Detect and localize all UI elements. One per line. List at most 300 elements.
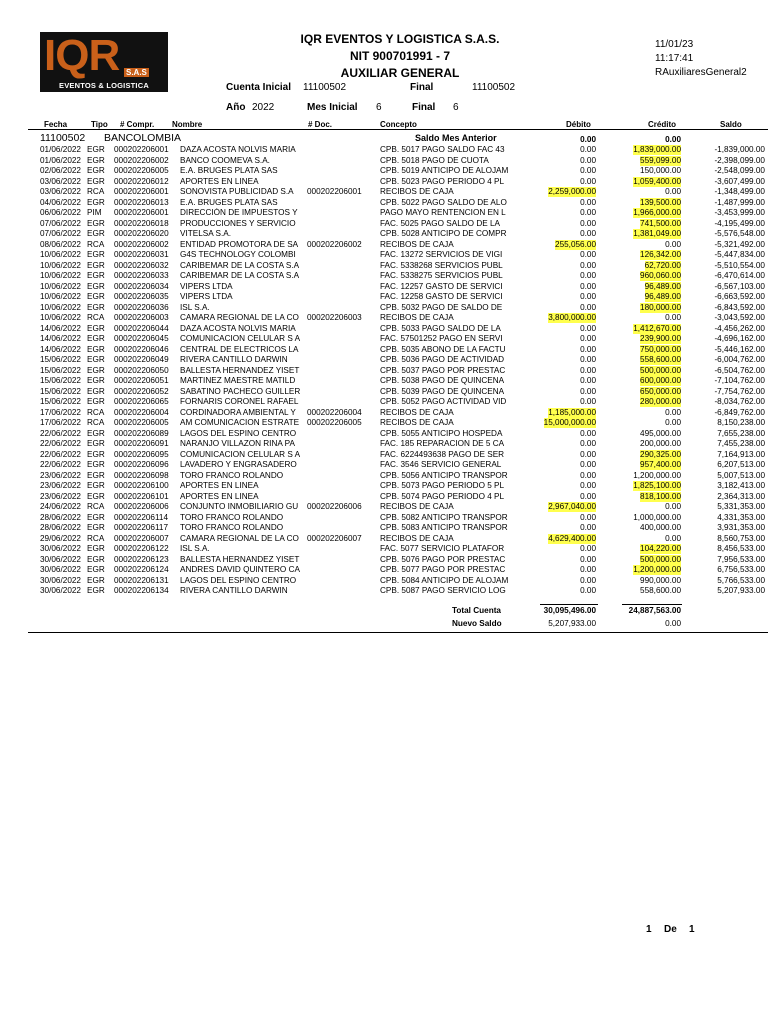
row-concepto: RECIBOS DE CAJA [380,533,454,543]
row-debito: 0.00 [580,386,596,396]
row-debito: 0.00 [580,512,596,522]
row-nombre: BANCO COOMEVA S.A. [180,155,270,165]
cuenta-inicial-label: Cuenta Inicial [226,82,292,93]
row-debito: 0.00 [580,229,596,238]
row-debito: 0.00 [580,260,596,270]
row-credito: 1,200,000.00 [633,565,681,574]
col-concepto: Concepto [380,120,417,129]
row-fecha: 28/06/2022 [40,523,81,532]
table-row [0,229,768,239]
row-saldo: -1,839,000.00 [714,145,765,154]
row-saldo: -6,843,592.00 [714,302,765,312]
row-concepto: CPB. 5039 PAGO DE QUINCENA [380,386,505,396]
row-comprobante: 000202206044 [114,323,169,333]
table-row [0,376,768,386]
table-row [0,271,768,281]
row-tipo: EGR [87,523,105,532]
total-debito-rule [540,604,598,605]
table-row [0,166,768,176]
nuevo-saldo-debito: 5,207,933.00 [548,619,596,628]
row-credito: 239,900.00 [640,334,681,343]
row-comprobante: 000202206004 [114,407,169,417]
row-comprobante: 000202206051 [114,376,169,385]
row-saldo: -2,548,099.00 [714,166,765,175]
row-saldo: -8,034,762.00 [714,397,765,406]
row-comprobante: 000202206117 [114,523,169,532]
row-debito: 0.00 [580,365,596,375]
row-concepto: CPB. 5028 ANTICIPO DE COMPR [380,229,507,238]
row-tipo: EGR [87,229,105,238]
row-debito: 0.00 [580,460,596,469]
row-nombre: SONOVISTA PUBLICIDAD S.A [180,187,294,196]
row-fecha: 29/06/2022 [40,533,81,543]
row-tipo: EGR [87,565,105,574]
mes-inicial-label: Mes Inicial [307,102,358,113]
company-logo [40,32,168,92]
total-credito: 24,887,563.00 [628,606,681,615]
row-concepto: RECIBOS DE CAJA [380,407,454,417]
row-comprobante: 000202206001 [114,208,169,217]
row-comprobante: 000202206052 [114,386,169,396]
row-saldo: -4,195,499.00 [714,218,765,228]
row-nombre: BALLESTA HERNANDEZ YISET [180,365,300,375]
row-tipo: EGR [87,586,105,595]
page-number: 1 [646,924,652,935]
row-concepto: FAC. 12257 GASTO DE SERVICI [380,281,503,291]
row-comprobante: 000202206012 [114,176,169,186]
row-credito: 600,000.00 [640,376,681,385]
row-fecha: 07/06/2022 [40,218,81,228]
row-concepto: CPB. 5074 PAGO PERIODO 4 PL [380,491,505,501]
logo-subtitle: EVENTOS & LOGISTICA [59,81,149,90]
row-comprobante: 000202206020 [114,229,169,238]
row-concepto: CPB. 5076 PAGO POR PRESTAC [380,554,506,564]
row-tipo: RCA [87,187,105,196]
row-tipo: EGR [87,428,105,438]
row-concepto: CPB. 5032 PAGO DE SALDO DE [380,302,503,312]
row-saldo: 3,931,353.00 [717,523,765,532]
row-fecha: 06/06/2022 [40,208,81,217]
row-saldo: 8,456,533.00 [717,544,765,553]
row-comprobante: 000202206123 [114,554,169,564]
row-concepto: CPB. 5036 PAGO DE ACTIVIDAD [380,355,505,364]
row-fecha: 14/06/2022 [40,334,81,343]
row-credito: 558,600.00 [640,586,681,595]
row-comprobante: 000202206134 [114,586,169,595]
mes-final-label: Final [412,102,436,113]
table-row [0,450,768,460]
company-nit: NIT 900701991 - 7 [349,49,451,63]
row-nombre: CORDINADORA AMBIENTAL Y [180,407,296,417]
row-credito: 1,000,000.00 [633,512,681,522]
col-doc: # Doc. [308,120,333,129]
row-saldo: 5,766,533.00 [717,575,765,585]
row-fecha: 14/06/2022 [40,323,81,333]
row-concepto: FAC. 6224493638 PAGO DE SER [380,449,505,459]
row-nombre: VIPERS LTDA [180,292,233,301]
row-credito: 1,825,100.00 [633,481,681,490]
row-concepto: CPB. 5073 PAGO PERIODO 5 PL [380,481,505,490]
col-debito: Débito [566,120,591,129]
row-saldo: 8,560,753.00 [717,533,765,543]
row-saldo: -1,348,499.00 [714,187,765,196]
row-fecha: 15/06/2022 [40,386,81,396]
row-debito: 0.00 [580,565,596,574]
footer-divider [28,632,768,633]
row-credito: 139,500.00 [640,197,681,207]
row-tipo: RCA [87,502,105,511]
saldo-anterior-debito: 0.00 [580,135,596,144]
table-row [0,460,768,470]
row-credito: 280,000.00 [640,397,681,406]
row-nombre: NARANJO VILLAZON RINA PA [180,439,295,448]
row-concepto: CPB. 5056 ANTICIPO TRANSPOR [380,470,508,480]
total-cuenta-label: Total Cuenta [452,606,501,615]
row-comprobante: 000202206002 [114,155,169,165]
row-concepto: FAC. 5077 SERVICIO PLATAFOR [380,544,505,553]
row-documento: 000202206007 [307,533,362,543]
row-tipo: EGR [87,323,105,333]
row-saldo: -7,754,762.00 [714,386,765,396]
row-saldo: -6,663,592.00 [714,292,765,301]
row-fecha: 03/06/2022 [40,187,81,196]
row-credito: 62,720.00 [644,260,681,270]
col-credito: Crédito [648,120,676,129]
row-tipo: EGR [87,355,105,364]
table-row [0,177,768,187]
row-credito: 150,000.00 [640,166,681,175]
row-comprobante: 000202206046 [114,344,169,354]
table-row [0,261,768,271]
row-concepto: CPB. 5019 ANTICIPO DE ALOJAM [380,166,509,175]
row-nombre: TORO FRANCO ROLANDO [180,512,284,522]
report-title: AUXILIAR GENERAL [340,66,460,80]
table-row [0,471,768,481]
row-concepto: FAC. 3546 SERVICIO GENERAL [380,460,502,469]
row-credito: 0.00 [665,502,681,511]
row-comprobante: 000202206005 [114,418,169,427]
row-debito: 0.00 [580,166,596,175]
row-comprobante: 000202206003 [114,313,169,322]
table-row [0,439,768,449]
row-saldo: -6,849,762.00 [714,407,765,417]
row-saldo: 5,331,353.00 [717,502,765,511]
table-row [0,324,768,334]
row-nombre: VIPERS LTDA [180,281,233,291]
table-row [0,355,768,365]
row-fecha: 23/06/2022 [40,481,81,490]
row-fecha: 15/06/2022 [40,376,81,385]
row-saldo: -1,487,999.00 [714,197,765,207]
row-credito: 0.00 [665,187,681,196]
row-fecha: 15/06/2022 [40,397,81,406]
row-debito: 0.00 [580,491,596,501]
row-nombre: CARIBEMAR DE LA COSTA S.A [180,271,300,280]
row-debito: 0.00 [580,323,596,333]
row-fecha: 22/06/2022 [40,428,81,438]
table-row [0,387,768,397]
cuenta-final-label: Final [410,82,434,93]
total-debito: 30,095,496.00 [543,606,596,615]
cuenta-final-value: 11100502 [472,82,516,93]
table-row [0,303,768,313]
row-tipo: EGR [87,491,105,501]
row-tipo: EGR [87,260,105,270]
row-tipo: EGR [87,512,105,522]
row-saldo: -5,576,548.00 [714,229,765,238]
row-nombre: G4S TECHNOLOGY COLOMBI [180,250,296,259]
row-fecha: 14/06/2022 [40,344,81,354]
row-credito: 1,381,049.00 [633,229,681,238]
row-tipo: EGR [87,145,105,154]
row-credito: 0.00 [665,239,681,249]
row-debito: 0.00 [580,428,596,438]
row-nombre: RIVERA CANTILLO DARWIN [180,355,288,364]
row-nombre: APORTES EN LINEA [180,481,259,490]
row-credito: 495,000.00 [640,428,681,438]
row-fecha: 10/06/2022 [40,271,81,280]
row-debito: 0.00 [580,334,596,343]
row-fecha: 17/06/2022 [40,407,81,417]
table-row [0,513,768,523]
row-comprobante: 000202206036 [114,302,169,312]
table-row [0,345,768,355]
row-concepto: CPB. 5052 PAGO ACTIVIDAD VID [380,397,507,406]
table-row [0,408,768,418]
row-tipo: RCA [87,313,105,322]
row-credito: 104,220.00 [640,544,681,553]
row-fecha: 10/06/2022 [40,292,81,301]
row-saldo: -6,470,614.00 [714,271,765,280]
row-debito: 0.00 [580,376,596,385]
row-fecha: 30/06/2022 [40,565,81,574]
row-fecha: 08/06/2022 [40,239,81,249]
saldo-anterior-label: Saldo Mes Anterior [415,133,497,143]
table-row [0,198,768,208]
row-concepto: CPB. 5037 PAGO POR PRESTAC [380,365,506,375]
row-saldo: -6,004,762.00 [714,355,765,364]
row-concepto: CPB. 5083 ANTICIPO TRANSPOR [380,523,508,532]
row-tipo: EGR [87,344,105,354]
col-tipo: Tipo [91,120,108,129]
row-fecha: 10/06/2022 [40,302,81,312]
row-credito: 0.00 [665,418,681,427]
row-comprobante: 000202206095 [114,449,169,459]
row-credito: 990,000.00 [640,575,681,585]
cuenta-inicial-value: 11100502 [303,82,347,93]
table-row [0,145,768,155]
row-debito: 3,800,000.00 [548,313,596,322]
row-tipo: EGR [87,292,105,301]
row-saldo: 6,207,513.00 [717,460,765,469]
row-credito: 500,000.00 [640,554,681,564]
row-fecha: 30/06/2022 [40,575,81,585]
row-saldo: -6,567,103.00 [714,281,765,291]
row-comprobante: 000202206007 [114,533,169,543]
anio-label: Año [226,102,246,113]
page-total: 1 [689,924,695,935]
table-row [0,492,768,502]
row-tipo: EGR [87,386,105,396]
row-tipo: RCA [87,418,105,427]
row-debito: 0.00 [580,281,596,291]
row-credito: 96,489.00 [644,281,681,291]
row-concepto: FAC. 5338268 SERVICIOS PUBL [380,260,503,270]
row-concepto: CPB. 5084 ANTICIPO DE ALOJAM [380,575,509,585]
row-debito: 0.00 [580,575,596,585]
table-row [0,429,768,439]
row-saldo: 4,331,353.00 [717,512,765,522]
row-debito: 0.00 [580,218,596,228]
row-debito: 0.00 [580,449,596,459]
table-row [0,555,768,565]
row-credito: 1,412,670.00 [633,323,681,333]
row-fecha: 22/06/2022 [40,439,81,448]
row-tipo: EGR [87,481,105,490]
account-code: 11100502 [40,132,86,144]
row-credito: 126,342.00 [640,250,681,259]
row-credito: 1,059,400.00 [633,176,681,186]
report-date: 11/01/23 [655,39,694,50]
row-nombre: ISL S.A. [180,302,210,312]
row-fecha: 10/06/2022 [40,281,81,291]
row-nombre: APORTES EN LINEA [180,176,259,186]
row-credito: 558,600.00 [640,355,681,364]
row-tipo: EGR [87,218,105,228]
row-comprobante: 000202206006 [114,502,169,511]
row-comprobante: 000202206034 [114,281,169,291]
row-comprobante: 000202206050 [114,365,169,375]
table-row [0,208,768,218]
row-concepto: CPB. 5018 PAGO DE CUOTA [380,155,489,165]
row-debito: 0.00 [580,250,596,259]
row-documento: 000202206001 [307,187,362,196]
row-nombre: TORO FRANCO ROLANDO [180,470,284,480]
row-documento: 000202206005 [307,418,362,427]
col-fecha: Fecha [44,120,68,129]
row-debito: 0.00 [580,302,596,312]
row-nombre: MARTINEZ MAESTRE MATILD [180,376,296,385]
row-comprobante: 000202206018 [114,218,169,228]
row-tipo: EGR [87,281,105,291]
row-concepto: PAGO MAYO RENTENCION EN L [380,208,506,217]
row-tipo: RCA [87,239,105,249]
row-documento: 000202206004 [307,407,362,417]
report-code: RAuxiliaresGeneral2 [655,67,747,78]
row-debito: 0.00 [580,481,596,490]
row-fecha: 30/06/2022 [40,554,81,564]
row-nombre: CAMARA REGIONAL DE LA CO [180,533,299,543]
table-row [0,544,768,554]
row-concepto: CPB. 5082 ANTICIPO TRANSPOR [380,512,508,522]
row-debito: 0.00 [580,208,596,217]
row-comprobante: 000202206045 [114,334,169,343]
page-de-label: De [664,924,677,935]
saldo-anterior-credito: 0.00 [665,135,681,144]
row-fecha: 03/06/2022 [40,176,81,186]
row-debito: 2,967,040.00 [548,502,596,511]
row-debito: 4,629,400.00 [548,533,596,543]
row-tipo: EGR [87,250,105,259]
row-fecha: 22/06/2022 [40,460,81,469]
row-tipo: EGR [87,449,105,459]
row-credito: 200,000.00 [640,439,681,448]
row-fecha: 07/06/2022 [40,229,81,238]
row-nombre: COMUNICACION CELULAR S A [180,449,301,459]
row-debito: 0.00 [580,397,596,406]
report-time: 11:17:41 [655,53,694,64]
row-fecha: 02/06/2022 [40,166,81,175]
logo-text: IQR [44,31,120,80]
row-fecha: 10/06/2022 [40,250,81,259]
account-name: BANCOLOMBIA [104,132,182,144]
table-row [0,481,768,491]
row-nombre: CAMARA REGIONAL DE LA CO [180,313,299,322]
row-credito: 290,325.00 [640,449,681,459]
row-concepto: FAC. 5338275 SERVICIOS PUBL [380,271,503,280]
row-tipo: PIM [87,208,102,217]
row-concepto: CPB. 5035 ABONO DE LA FACTU [380,344,506,354]
anio-value: 2022 [252,102,275,113]
row-comprobante: 000202206032 [114,260,169,270]
row-comprobante: 000202206131 [114,575,169,585]
row-fecha: 04/06/2022 [40,197,81,207]
row-documento: 000202206006 [307,502,362,511]
row-nombre: DIRECCIÓN DE IMPUESTOS Y [180,208,298,217]
row-debito: 2,259,000.00 [548,187,596,196]
col-compr: # Compr. [120,120,155,129]
row-comprobante: 000202206001 [114,187,169,196]
row-tipo: EGR [87,365,105,375]
row-concepto: FAC. 13272 SERVICIOS DE VIGI [380,250,503,259]
row-tipo: RCA [87,533,105,543]
row-nombre: CONJUNTO INMOBILIARIO GU [180,502,299,511]
row-comprobante: 000202206114 [114,512,169,522]
row-concepto: CPB. 5033 PAGO SALDO DE LA [380,323,501,333]
row-comprobante: 000202206101 [114,491,169,501]
row-fecha: 10/06/2022 [40,313,81,322]
table-row [0,523,768,533]
row-tipo: EGR [87,376,105,385]
row-credito: 500,000.00 [640,365,681,375]
row-concepto: RECIBOS DE CAJA [380,187,454,196]
header-divider [28,129,768,130]
row-credito: 96,489.00 [644,292,681,301]
row-debito: 0.00 [580,176,596,186]
row-nombre: VITELSA S.A. [180,229,231,238]
row-comprobante: 000202206031 [114,250,169,259]
row-saldo: 7,455,238.00 [717,439,765,448]
row-debito: 1,185,000.00 [548,407,596,417]
row-comprobante: 000202206035 [114,292,169,301]
row-nombre: AM COMUNICACION ESTRATE [180,418,300,427]
col-nombre: Nombre [172,120,203,129]
table-row [0,334,768,344]
row-saldo: 7,164,913.00 [717,449,765,459]
row-credito: 180,000.00 [640,302,681,312]
table-row [0,292,768,302]
row-tipo: EGR [87,575,105,585]
table-row [0,313,768,323]
row-debito: 0.00 [580,197,596,207]
mes-final-value: 6 [453,102,459,113]
row-credito: 0.00 [665,313,681,322]
row-tipo: EGR [87,470,105,480]
row-debito: 0.00 [580,470,596,480]
row-concepto: FAC. 57501252 PAGO EN SERVI [380,334,503,343]
table-row [0,586,768,596]
row-credito: 1,966,000.00 [633,208,681,217]
